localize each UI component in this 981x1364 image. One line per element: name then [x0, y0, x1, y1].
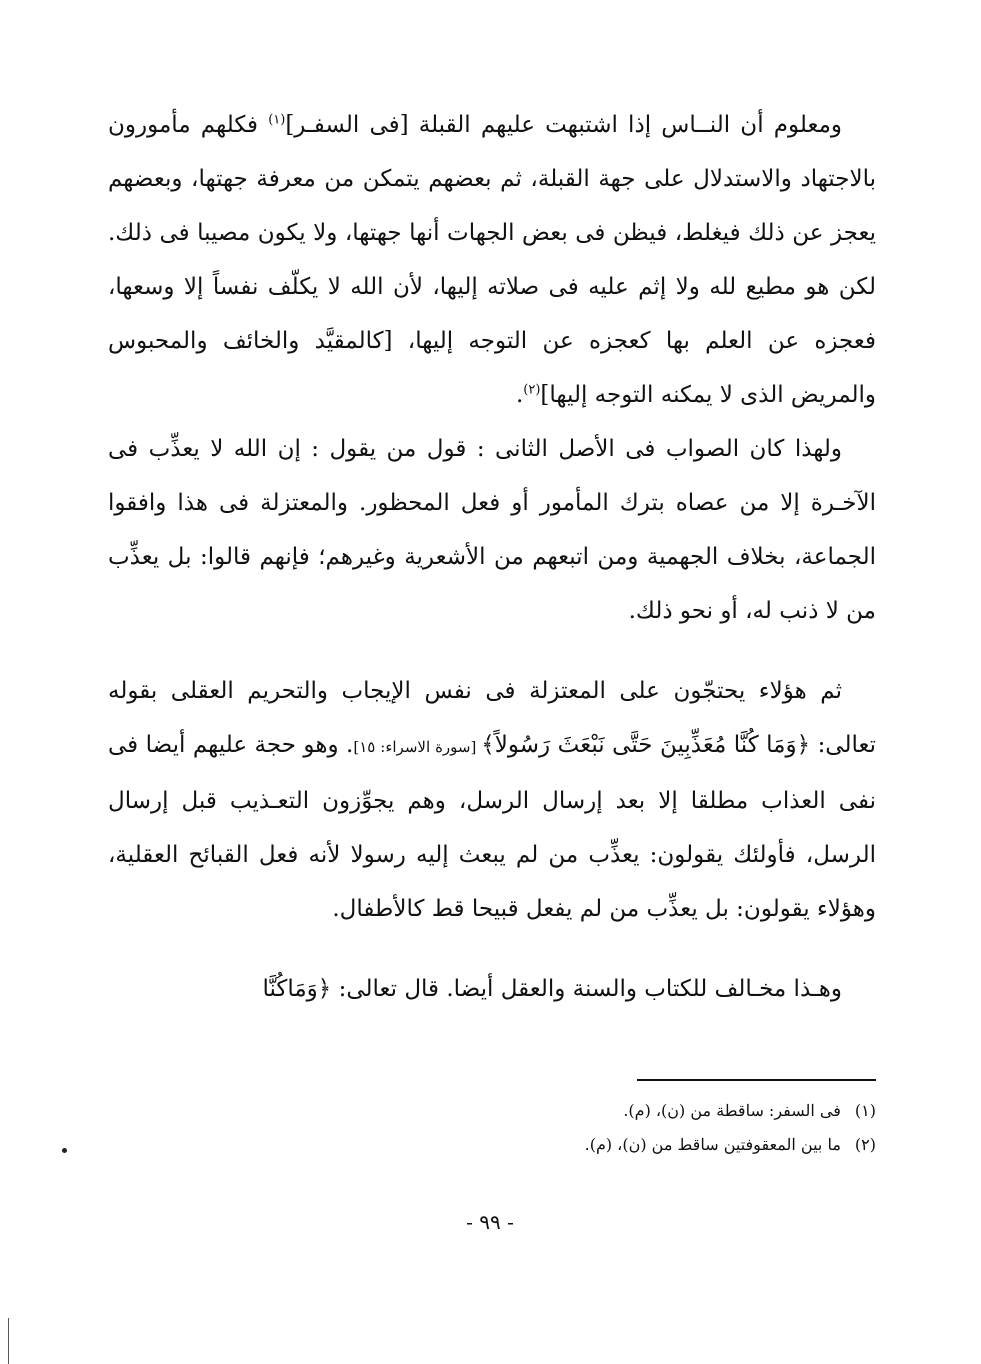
paragraph-2-text: ولهذا كان الصواب فى الأصل الثانى : قول من يقول : إن الله لا يعذِّب فى الآخـرة إلا من عصاه بترك المأمور أو فعل المحظور. والمعتزلة فى هذا وافقوا الجماعة، بخلاف الجهمية ومن اتبعهم من الأشعرية وغيرهم؛ فإنهم قالوا: بل يعذِّب من لا ذنب له، أو نحو ذلك.: [108, 436, 876, 624]
paragraph-3-text-a: ثم هؤلاء يحتجّون على المعتزلة فى نفس الإيجاب والتحريم العقلى بقوله تعالى:: [108, 678, 876, 758]
footnote-2-number: (٢): [854, 1135, 876, 1154]
footnote-ref-1: (١): [268, 112, 286, 128]
sura-reference: [سورة الاسراء: ١٥]: [353, 738, 482, 756]
footnote-2: [300, 1128, 876, 1162]
paragraph-3: [108, 664, 876, 936]
paragraph-1-text-b: فكلهم مأمورون بالاجتهاد والاستدلال على جهة القبلة، ثم بعضهم يتمكن من معرفة جهتها، وبعضهم يعجز عن ذلك فيغلط، فيظن فى بعض الجهات أنها جهتها، ولا يكون مصيبا فى ذلك. لكن هو مطيع لله ولا إثم عليه فى صلاته إليها، لأن الله لا يكلّف نفساً إلا وسعها، فعجزه عن العلم بها كعجزه عن التوجه إليها، [كالمقيَّد والخائف والمحبوس والمريض الذى لا يمكنه التوجه إليها]: [108, 112, 876, 408]
paragraph-1-end: .: [515, 382, 524, 408]
footnote-1: [300, 1094, 876, 1128]
footnote-1-text: فى السفر: ساقطة من (ن)، (م).: [623, 1101, 841, 1120]
paragraph-4-text: وهـذا مخـالف للكتاب والسنة والعقل أيضا. قال تعالى: ﴿وَمَاكُنَّا: [262, 976, 842, 1002]
paragraph-2: [108, 422, 876, 638]
paragraph-4: [108, 962, 876, 1016]
footnotes: [300, 1094, 876, 1162]
main-text: [108, 98, 876, 1016]
page-number: - ٩٩ -: [466, 1210, 514, 1234]
footnote-separator: [637, 1079, 876, 1081]
footnote-1-number: (١): [854, 1101, 876, 1120]
scan-edge-line: [8, 1318, 9, 1364]
paragraph-3-text-b: . وهو حجة عليهم أيضا فى نفى العذاب مطلقا إلا بعد إرسال الرسل، وهم يجوِّزون التعـذيب قبل إرسال الرسل، فأولئك يقولون: يعذِّب من لم يبعث إليه رسولا لأنه فعل القبائح العقلية، وهؤلاء يقولون: بل يعذِّب من لم يفعل قبيحا قط كالأطفال.: [108, 732, 876, 922]
footnote-ref-2: (٢): [523, 382, 541, 398]
scan-speck: [62, 1148, 67, 1153]
paragraph-1-text-a: ومعلوم أن النــاس إذا اشتبهت عليهم القبلة [فى السفـر]: [285, 112, 843, 138]
footnote-2-text: ما بين المعقوفتين ساقط من (ن)، (م).: [584, 1135, 841, 1154]
paragraph-1: [108, 98, 876, 422]
quran-verse: ﴿وَمَا كُنَّا مُعَذِّبِينَ حَتَّى نَبْعَثَ رَسُولاً﴾: [481, 732, 811, 758]
